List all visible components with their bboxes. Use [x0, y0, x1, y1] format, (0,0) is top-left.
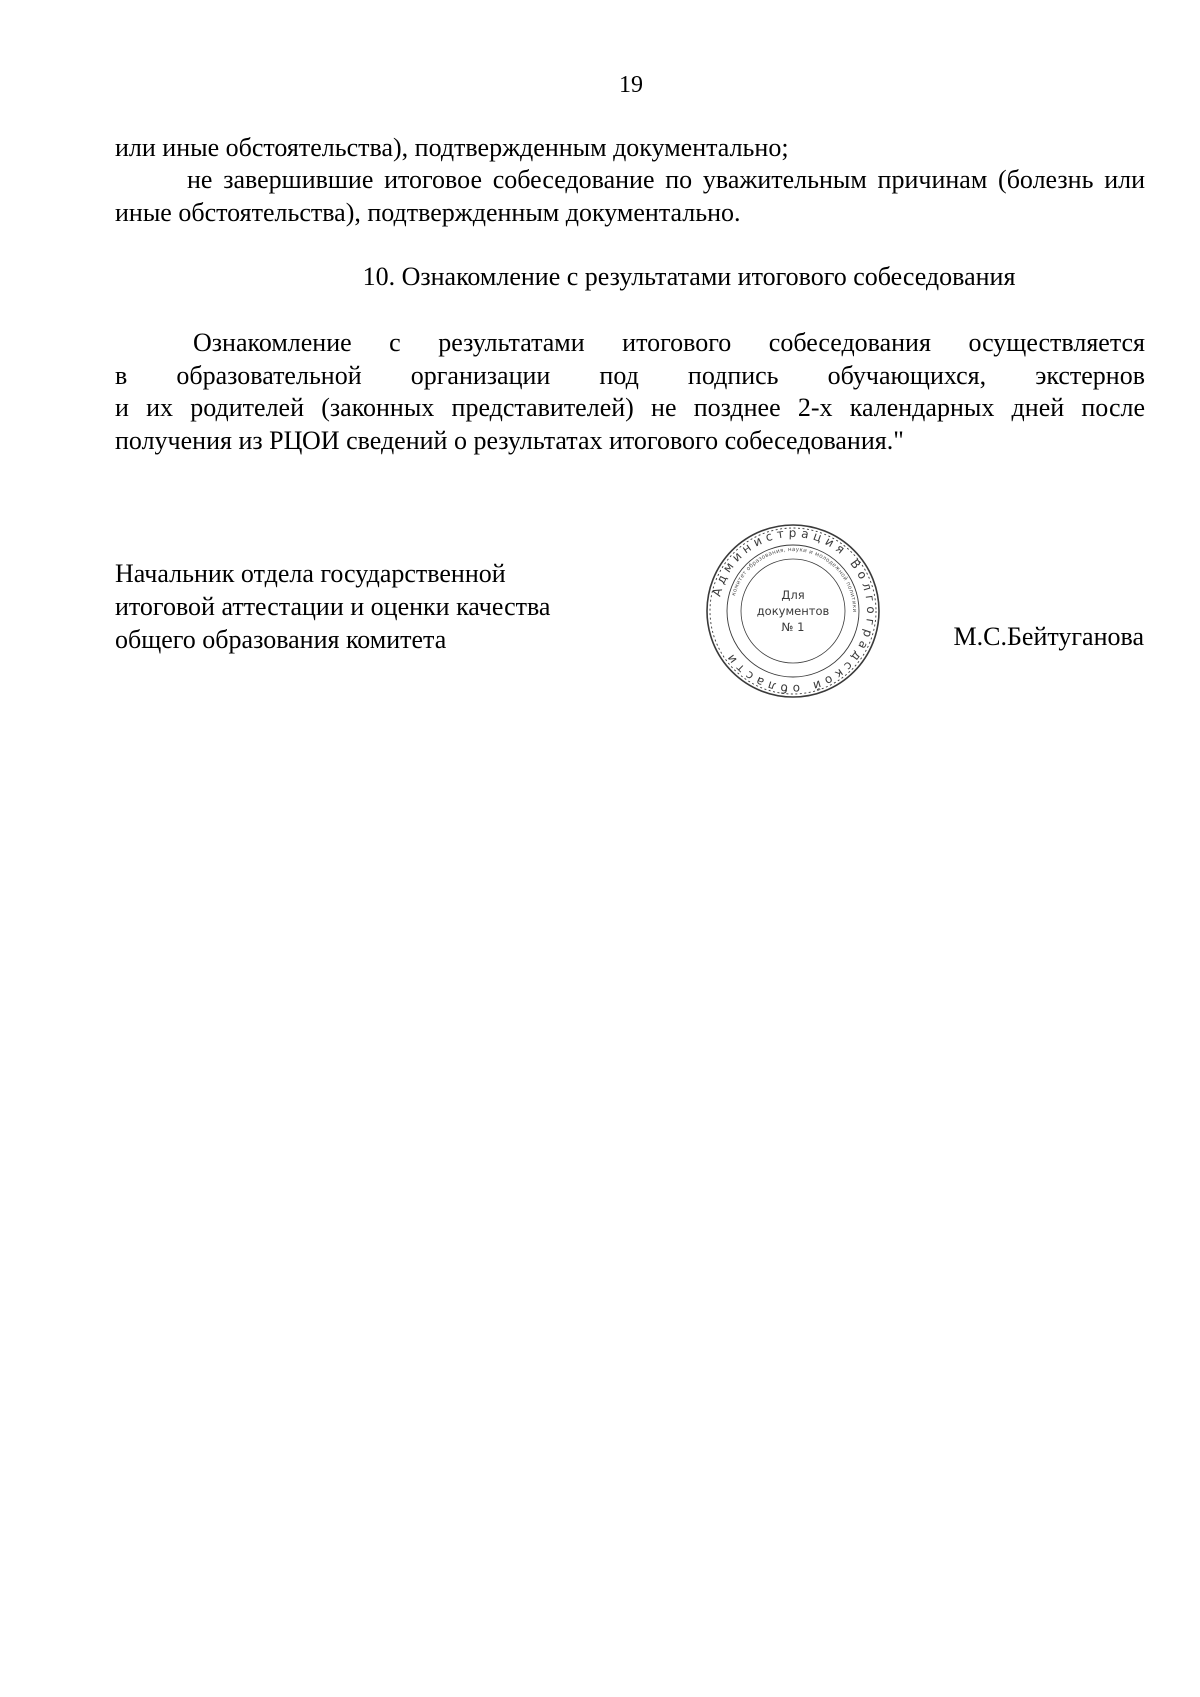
body-paragraph-line: Ознакомление с результатами итогового собеседования осуществляется	[193, 328, 1145, 357]
stamp-center-line-3: № 1	[781, 620, 805, 634]
signatory-name: М.С.Бейтуганова	[953, 622, 1144, 651]
official-stamp	[703, 521, 883, 701]
stamp-seal-graphic	[703, 521, 883, 701]
signatory-title-line: Начальник отдела государственной	[115, 559, 506, 588]
signatory-title-line: итоговой аттестации и оценки качества	[115, 592, 551, 621]
bullet-paragraph: не завершившие итоговое собеседование по уважительным причинам (болезнь или иные обстоятельства), подтвержденным документально.	[115, 165, 1145, 227]
stamp-outer-text: Администрация Волгоградской области	[709, 525, 879, 697]
continuation-line: или иные обстоятельства), подтвержденным документально;	[115, 133, 789, 162]
stamp-center-line-1: Для	[781, 588, 805, 602]
body-paragraph-line: и их родителей (законных представителей) не позднее 2-х календарных дней после	[115, 393, 1145, 422]
body-paragraph	[115, 327, 1145, 457]
signatory-title-line: общего образования комитета	[115, 625, 447, 654]
section-heading: 10. Ознакомление с результатами итогового собеседования	[362, 262, 1016, 291]
page-number: 19	[619, 72, 643, 98]
stamp-inner-ring-text: комитет образования, науки и молодежной политики	[730, 546, 858, 613]
body-paragraph-line: в образовательной организации под подпись обучающихся, экстернов	[115, 360, 1145, 390]
body-paragraph-line: получения из РЦОИ сведений о результатах итогового собеседования."	[115, 425, 904, 455]
signatory-title	[115, 557, 635, 656]
stamp-center-line-2: документов	[756, 604, 830, 618]
